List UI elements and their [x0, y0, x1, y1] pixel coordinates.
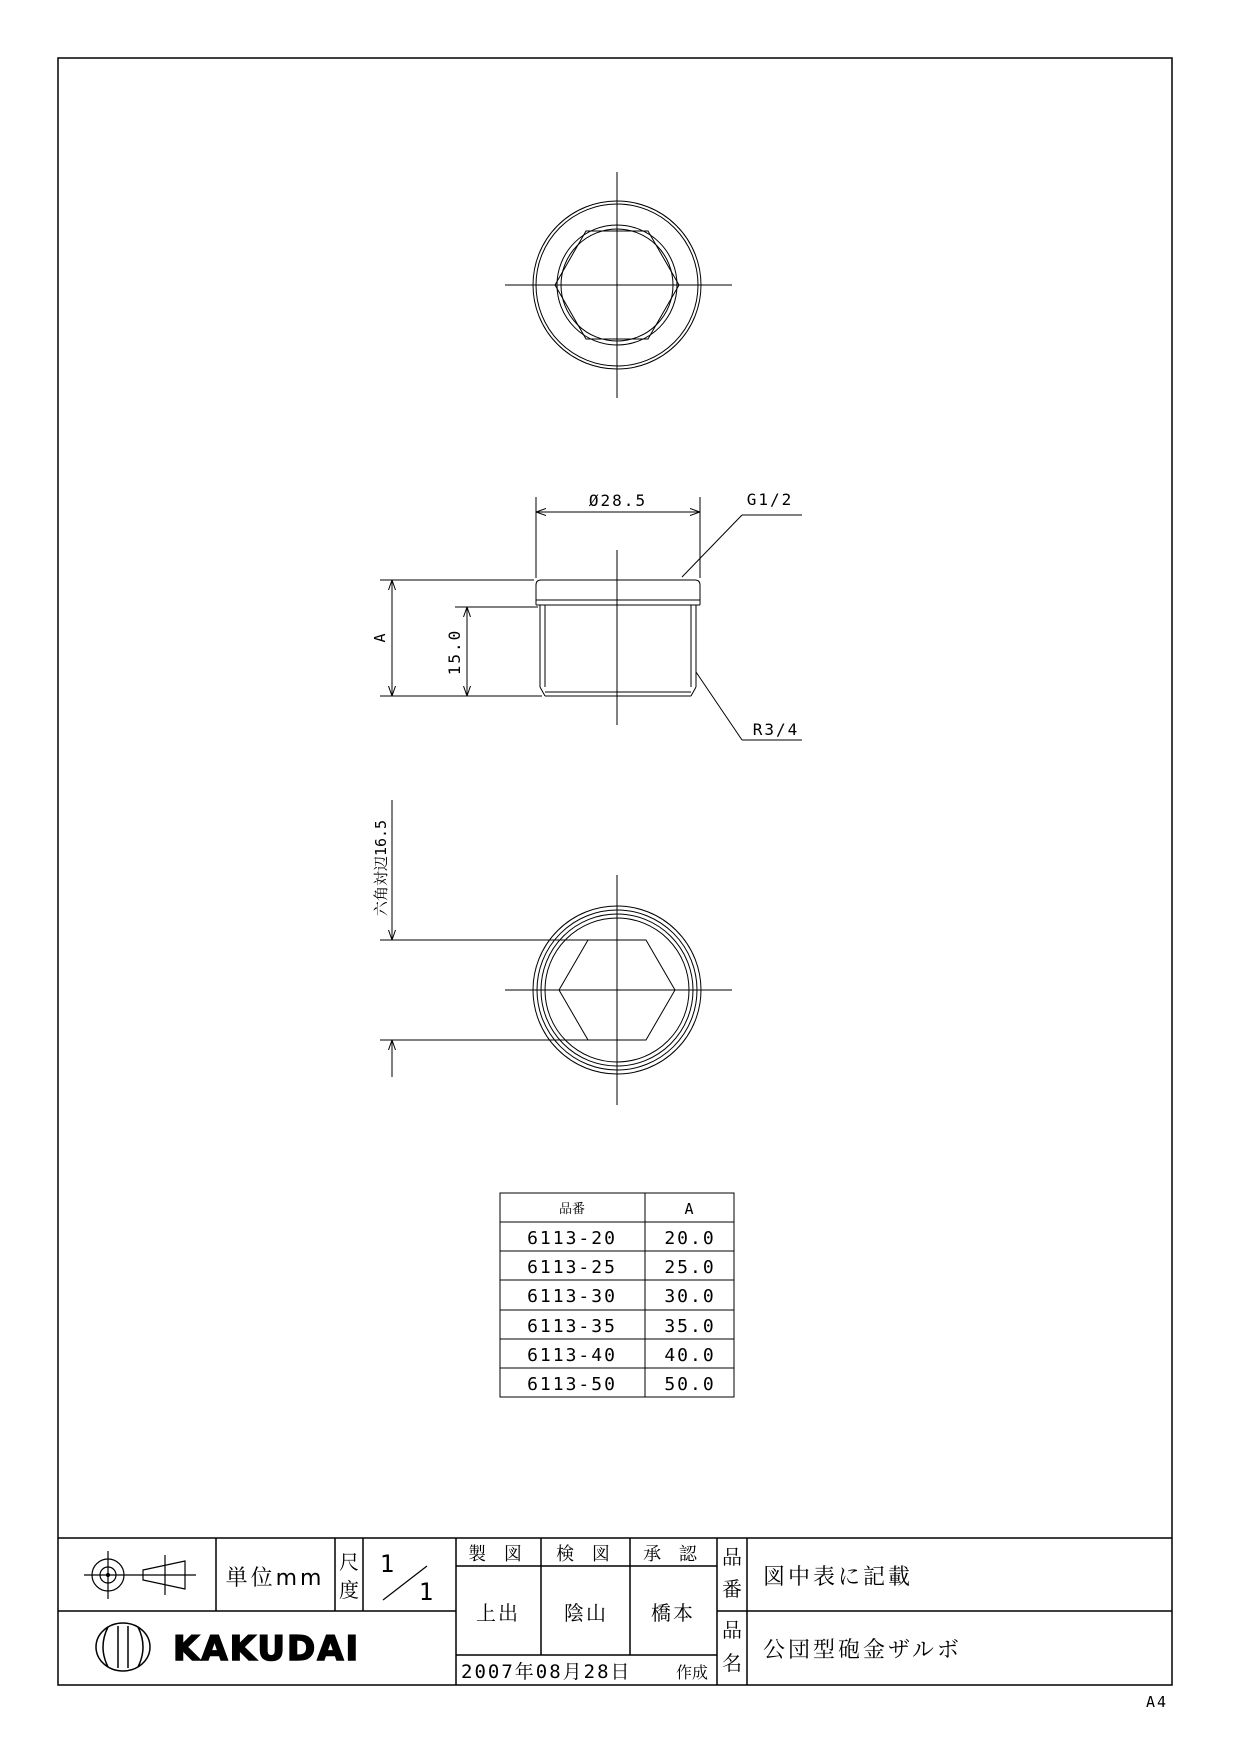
- scale-denominator: 1: [418, 1578, 434, 1606]
- table-header-a: A: [684, 1200, 694, 1218]
- table-header-part-no: 品番: [558, 1202, 586, 1217]
- dim-thread-top: G1/2: [746, 490, 794, 509]
- approved-by: 橋本: [651, 1601, 695, 1625]
- dim-thread-bottom: R3/4: [752, 720, 800, 739]
- side-view: [380, 497, 802, 740]
- part-name-label-2: 名: [722, 1651, 742, 1675]
- table-cell-a: 20.0: [664, 1228, 716, 1249]
- approved-label: 承 認: [643, 1544, 703, 1565]
- table-cell-part-no: 6113-30: [527, 1286, 617, 1307]
- dim-diameter: Ø28.5: [588, 491, 648, 510]
- part-no-label-1: 品: [722, 1545, 742, 1569]
- table-cell-part-no: 6113-50: [527, 1374, 617, 1395]
- dim-length-a: A: [371, 633, 389, 643]
- projection-symbol-icon: [84, 1551, 196, 1599]
- creation-date-suffix: 作成: [675, 1663, 709, 1682]
- part-no-label-2: 番: [722, 1577, 742, 1601]
- table-cell-part-no: 6113-35: [527, 1316, 617, 1337]
- table-cell-part-no: 6113-25: [527, 1257, 617, 1278]
- table-cell-part-no: 6113-20: [527, 1228, 617, 1249]
- table-cell-a: 25.0: [664, 1257, 716, 1278]
- brand-name: KAKUDAI: [173, 1629, 361, 1669]
- kakudai-logo-icon: [96, 1623, 150, 1671]
- dim-length-15: 15.0: [445, 628, 464, 676]
- drawn-by: 上出: [476, 1601, 520, 1625]
- drawing-frame: [58, 58, 1172, 1685]
- part-table: [500, 1193, 734, 1368]
- table-cell-a: 50.0: [664, 1374, 716, 1395]
- table-rows: [527, 1228, 716, 1366]
- scale-label-2: 度: [339, 1578, 359, 1602]
- checked-by: 陰山: [564, 1601, 608, 1625]
- part-name-value: 公団型砲金ザルボ: [763, 1638, 962, 1663]
- dim-hex-across-flats: 六角対辺16.5: [372, 819, 390, 917]
- table-cell-part-no: 6113-40: [527, 1345, 617, 1366]
- unit-label: 単位mm: [225, 1566, 325, 1591]
- table-cell-a: 35.0: [664, 1316, 716, 1337]
- drawn-label: 製 図: [468, 1544, 528, 1565]
- table-cell-a: 40.0: [664, 1345, 716, 1366]
- creation-date: 2007年08月28日: [461, 1661, 632, 1683]
- bottom-view: [380, 800, 732, 1105]
- checked-label: 検 図: [556, 1544, 616, 1565]
- part-no-value: 図中表に記載: [763, 1565, 914, 1590]
- paper-size: A4: [1145, 1693, 1168, 1711]
- scale-numerator: 1: [379, 1550, 395, 1578]
- part-name-label-1: 品: [722, 1618, 742, 1642]
- scale-label-1: 尺: [339, 1550, 359, 1574]
- table-cell-a: 30.0: [664, 1286, 716, 1307]
- top-view: [505, 172, 732, 398]
